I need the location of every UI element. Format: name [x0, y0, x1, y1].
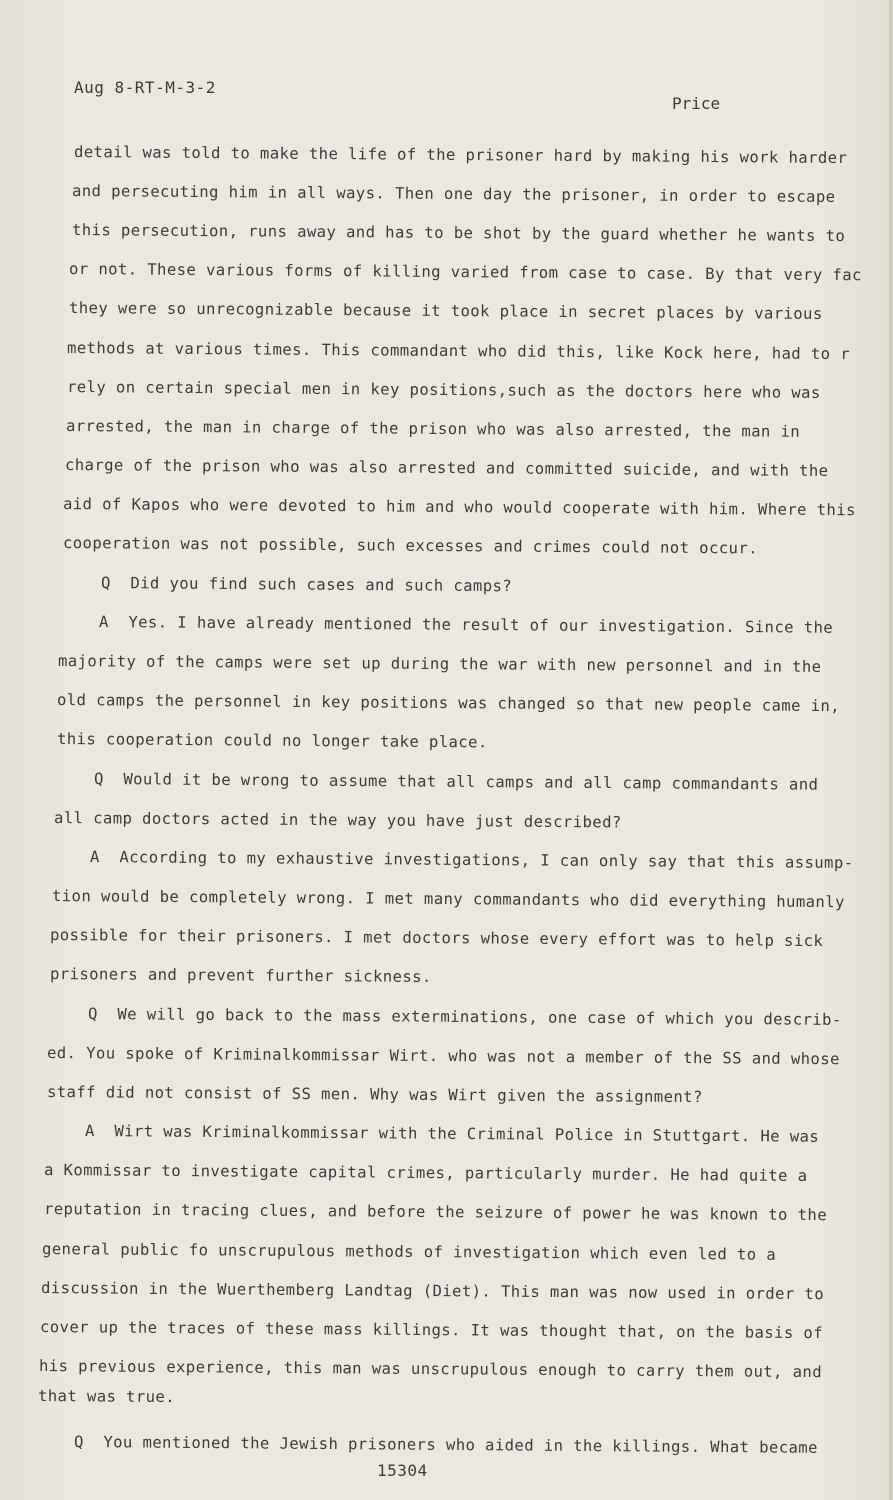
text-line: and persecuting him in all ways. Then one day the prisoner, in order to escape: [71, 182, 836, 206]
text-line: aid of Kapos who were devoted to him and who would cooperate with him. Where this: [62, 495, 856, 520]
text-line: majority of the camps were set up during the war with new personnel and in the: [57, 652, 822, 676]
text-line: tion would be completely wrong. I met many commandants who did everything humanly: [51, 887, 845, 912]
text-line: this cooperation could no longer take place.: [56, 730, 488, 752]
text-line: discussion in the Wuerthemberg Landtag (Diet). This man was now used in order to: [40, 1279, 825, 1304]
text-line: reputation in tracing clues, and before the seizure of power he was known to the: [43, 1200, 828, 1225]
text-line: they were so unrecognizable because it took place in secret places by various: [68, 299, 823, 323]
text-line: Q We will go back to the mass exterminations, one case of which you describ-: [87, 1005, 842, 1029]
text-line: cover up the traces of these mass killings. It was thought that, on the basis of: [39, 1318, 824, 1343]
speaker-name: Price: [672, 94, 721, 113]
text-line: old camps the personnel in key positions was changed so that new people came in,: [56, 691, 841, 716]
text-line: detail was told to make the life of the prisoner hard by making his work harder: [73, 143, 848, 168]
text-line: Q Would it be wrong to assume that all camps and all camp commandants and: [93, 770, 819, 794]
text-line: a Kommissar to investigate capital crimes, particularly murder. He had quite a: [43, 1161, 808, 1185]
text-line: arrested, the man in charge of the prison who was also arrested, the man in: [65, 417, 801, 441]
text-line: rely on certain special men in key positions,such as the doctors here who was: [66, 378, 821, 402]
text-line: or not. These various forms of killing varied from case to case. By that very fac: [68, 260, 862, 285]
text-line: general public fo unscrupulous methods of investigation which even led to a: [41, 1240, 777, 1264]
text-line: staff did not consist of SS men. Why was Wirt given the assignment?: [46, 1083, 703, 1107]
text-line: all camp doctors acted in the way you have just described?: [53, 809, 622, 832]
text-line: Q You mentioned the Jewish prisoners who aided in the killings. What became: [73, 1433, 818, 1457]
text-line: charge of the prison who was also arrested and committed suicide, and with the: [64, 456, 829, 480]
text-line: ed. You spoke of Kriminalkommissar Wirt. who was not a member of the SS and whose: [46, 1044, 840, 1069]
text-line: his previous experience, this man was unscrupulous enough to carry them out, and: [38, 1357, 823, 1382]
text-line: prisoners and prevent further sickness.: [49, 965, 432, 986]
text-line: A According to my exhaustive investigations, I can only say that this assump-: [89, 848, 854, 872]
text-line: A Yes. I have already mentioned the result of our investigation. Since the: [98, 613, 834, 637]
text-line: A Wirt was Kriminalkommissar with the Criminal Police in Stuttgart. He was: [84, 1122, 820, 1146]
text-line: Q Did you find such cases and such camps?: [100, 574, 513, 596]
text-line: possible for their prisoners. I met doctors whose every effort was to help sick: [49, 926, 824, 951]
text-line: this persecution, runs away and has to be shot by the guard whether he wants to: [71, 221, 846, 246]
text-line: methods at various times. This commandant who did this, like Kock here, had to r: [66, 339, 851, 364]
page-number: 15304: [377, 1461, 428, 1480]
text-line: cooperation was not possible, such excesses and crimes could not occur.: [62, 534, 759, 558]
document-reference: Aug 8-RT-M-3-2: [74, 78, 216, 97]
text-line: that was true.: [37, 1387, 176, 1407]
